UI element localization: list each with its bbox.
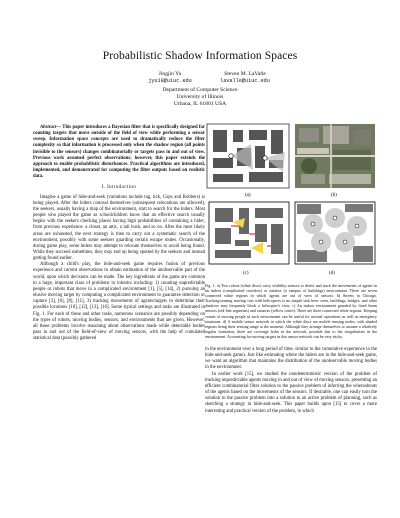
abstract-label: Abstract [40,125,57,130]
abstract-text: — This paper introduces a Bayesian filter that is specifically designed for counting targets that move outside of the field of view while performing a sensor sweep. Information space concepts are used to dramatically reduce the filter complexity so that information is processed only when the shadow region (all points invisible to the sensors) changes combinatorially or targets pass in and out of view. Previous work assumed perfect observations; however, this paper extends the approach to enable probabilistic disturbances. Practical algorithms are introduced, implemented, and demonstrated for computing the filter outputs based on realistic data. [33,125,205,180]
figure-1 [205,122,377,282]
figure-1-graphic [205,122,377,282]
panel-d-sensor-network [295,202,375,264]
author-email[interactable]: lavalle@uiuc.edu [220,78,270,85]
panel-label-b: (b) [331,193,337,198]
author-name: Steven M. LaValle [224,71,266,77]
left-column [33,125,205,342]
author-2 [200,71,290,85]
panel-label-d: (d) [329,271,335,276]
panel-b-aerial-photo [295,124,375,188]
right-paragraph-1: in the environment over a long period of time, similar to the cumulative experience in the hide-and-seek game). Just like estimating where the hiders are in the hide-and-seek game, we want an algorithm that maintains the distribution of the unobservable moving bodies in the environment. [205,347,377,371]
author-name: Jingjin Yu [158,71,182,77]
section-heading: I. Introduction [101,185,137,191]
paper-title: Probabilistic Shadow Information Spaces [102,50,298,62]
panel-label-c: (c) [243,271,249,276]
affiliation [0,87,400,109]
panel-label-a: (a) [245,193,251,198]
panel-c-floorplan [209,202,289,264]
right-column [205,347,377,415]
intro-paragraph-1: Imagine a game of hide-and-seek (variations include tag, tick, Cops and Robbers) is being played. After the hiders conceal themselves (subsequent relocations are allowed), the seekers, usually having a map of the environment, start to search for the hiders. Most people who played the game as schoolchildren know that an effective search usually begins with the seekers checking places having high probabilities of containing a hider, from previous experience: a closet, an attic, a tall bush, and so on. After the most likely areas are exhausted, the next strategy is then to carry out a systematic search of the environment, possibly with some seekers guarding certain escape routes. Occasionally, during game play, some hiders may attempt to relocate themselves to avoid being found. While they succeed sometimes, they may end up being spotted by the seekers and instead getting found earlier. [33,194,205,262]
author-email[interactable]: jyu18@uiuc.edu [148,78,192,85]
panel-a-map [207,124,289,188]
abstract [33,125,205,180]
department: Department of Computer Science [162,87,238,93]
address: Urbana, IL 61801 USA [173,101,227,108]
intro-paragraph-2: Although a child's play, the hide-and-seek game requires fusion of previous experience and current observations to obtain estimation of the unobservable part of the world, upon which decisions can be made. The key ingredients of the game are common to a large, important class of problems in robotics including: 1) counting unpredictable people or robots that move in a complicated environment [1], [5], [14], 2) pursuing an elusive moving target by computing a complicated environment to guarantee detection or capture [3], [6], [8], [11], 3) tracking movements of agents/targets to determine their possible locations [10], [12], [13], [16]. Some typical settings and tasks are illustrated in Fig. 1. For each of these and other tasks, numerous scenarios are possibly depending on the types of robots, moving bodies, sensors, and environments that are given. However, all these problems involve reasoning about observations made while detectable bodies pass in and out of the field-of-view of moving sensors, with the help of cumulated statistical data (possibly gathered [33,262,205,342]
university: University of Illinois [176,94,224,101]
figure-caption: Fig. 1. a) Two robots (white discs) carry visibility sensors to detect and track the movements of agents in an indoor (complicated corridors) or outdoor (a campus of buildings) environment. There are seven connected white regions in which agents are out of view of sensors. b) Streets in Chicago. Tracking/sensing moving cars with helicopters is no simple task here: trees, buildings, bridges, and other shadows may frequently block a helicopter's view. c) An indoor environment guarded by fixed beam sensors (red-line segments) and cameras (yellow cones). There are three connected white regions. Keeping counts of moving people in such environment can be useful for normal operations as well as emergency situations. d) A mobile sensor network in which the white discs are mobile sensing nodes, with shaded regions being their sensing range at the moment. Although they arrange themselves to assume a relatively regular formation, there are coverage holes in the network, possible due to the irregularities in the environment. Accounting for moving targets in this sensor network can be very tricky. [205,283,377,339]
right-paragraph-2: In earlier work [15], we studied the nondeterministic version of the problem of tracking unpredictable agents moving in and out of view of moving sensors, presenting an efficient combinatorial filter solution to the passive problem of inferring the whereabouts of the agents based on the movements of the sensors. If desirable, one can easily turn the solution to the passive problem into a solution to an active problem of planning, such as sketching a strategy in hide-and-seek. This paper builds upon [15] to cover a more interesting and practical version of the problem, in which [205,371,377,414]
